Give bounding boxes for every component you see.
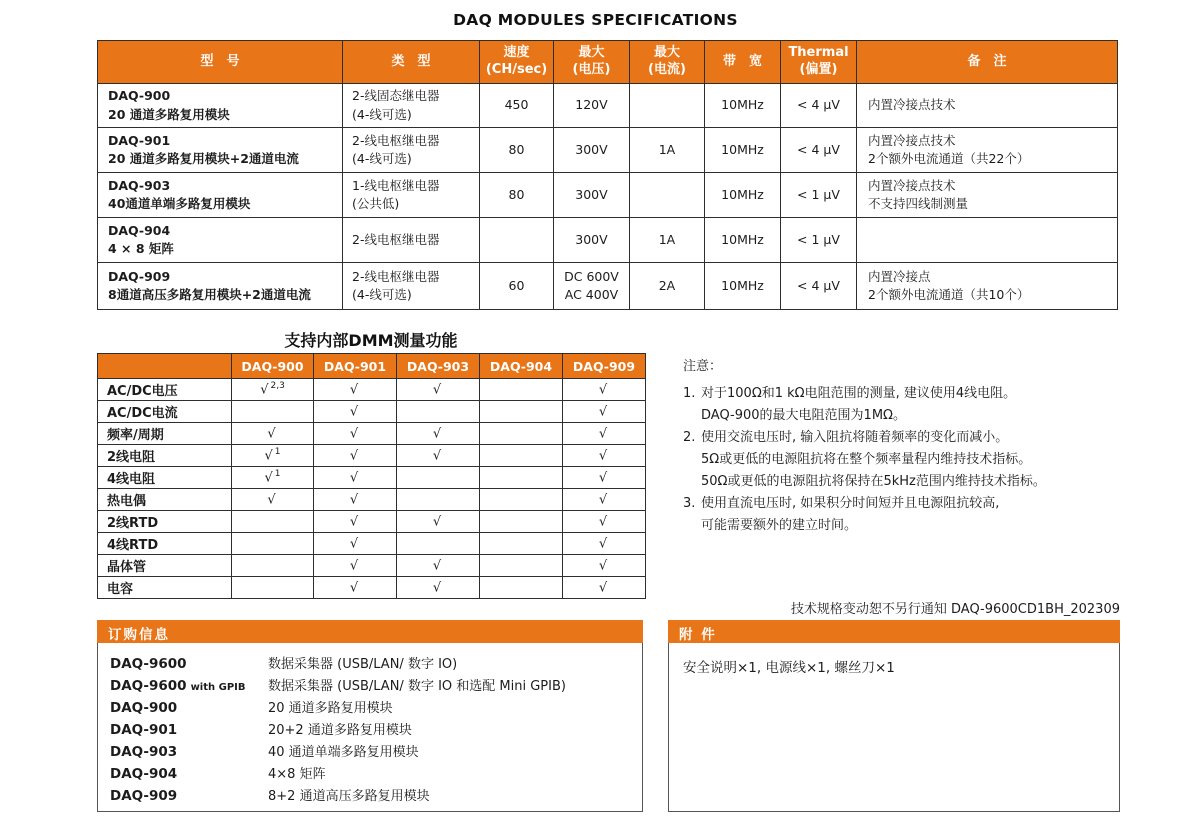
- speed-value: 80: [480, 173, 554, 218]
- order-desc: 数据采集器 (USB/LAN/ 数字 IO 和选配 Mini GPIB): [268, 679, 566, 694]
- check-cell: √: [314, 555, 397, 577]
- check-cell: √: [563, 467, 646, 489]
- check-cell: √: [397, 379, 480, 401]
- revision-note: 技术规格变动恕不另行通知 DAQ-9600CD1BH_202309: [790, 602, 1120, 617]
- check-cell: [480, 555, 563, 577]
- check-cell: [232, 555, 314, 577]
- thermal-value: < 4 μV: [781, 128, 857, 173]
- dmm-row-transistor: 晶体管 √ √ √: [98, 555, 646, 577]
- spec-row-daq904: [98, 218, 1118, 263]
- spec-header-thermal: Thermal (偏置): [781, 41, 857, 84]
- page-title: DAQ MODULES SPECIFICATIONS: [453, 11, 738, 29]
- note-item-2: 2. 使用交流电压时, 输入阻抗将随着频率的变化而减小。 5Ω或更低的电源阻抗将在整个频率量程内维持技术指标。 50Ω或更低的电源阻抗将保持在5kHz范围内维持技术指标。: [683, 430, 1046, 489]
- check-cell: √: [314, 401, 397, 423]
- check-cell: √ $^{2,3}$: [232, 379, 314, 401]
- dmm-row-4wire-resistance: 4线电阻 √ $^1$ √ √: [98, 467, 646, 489]
- spec-header-speed: 速度 (CH/sec): [480, 41, 554, 84]
- dmm-table: [97, 353, 646, 599]
- speed-value: 80: [480, 128, 554, 173]
- order-item: [110, 741, 642, 763]
- relay-type: 2-线电枢继电器: [352, 231, 440, 247]
- dmm-header-blank: [98, 354, 232, 379]
- check-cell: √: [314, 467, 397, 489]
- check-cell: [232, 577, 314, 599]
- remark: 内置冷接点: [868, 268, 931, 284]
- dmm-header-daq909: DAQ-909: [563, 354, 646, 379]
- bandwidth-value: 10MHz: [705, 128, 781, 173]
- spec-row-daq901: DAQ-901 20 通道多路复用模块+2通道电流 2-线电枢继电器 (4-线可选) 80 300V 1A 10MHz < 4 μV 内置冷接点技术 2个额外电流通道（共22个）: [98, 128, 1118, 173]
- order-desc: 20+2 通道多路复用模块: [268, 723, 412, 738]
- check-cell: [480, 445, 563, 467]
- check-cell: [480, 577, 563, 599]
- check-cell: √: [397, 511, 480, 533]
- spec-header-model: 型 号: [98, 41, 343, 84]
- spec-row-daq900: DAQ-900 20 通道多路复用模块 2-线固态继电器 (4-线可选) 450 120V 10MHz < 4 μV 内置冷接点技术: [98, 84, 1118, 128]
- notes-heading: 注意：: [683, 359, 723, 374]
- order-desc: 8+2 通道高压多路复用模块: [268, 789, 430, 804]
- dmm-row-2wire-resistance: 2线电阻 √ $^1$ √ √ √: [98, 445, 646, 467]
- dmm-header-daq904: DAQ-904: [480, 354, 563, 379]
- thermal-value: < 4 μV: [781, 263, 857, 310]
- bandwidth-value: 10MHz: [705, 263, 781, 310]
- order-item: [110, 697, 642, 719]
- order-model: DAQ-909: [110, 788, 178, 804]
- check-cell: √: [563, 489, 646, 511]
- check-cell: [397, 489, 480, 511]
- dmm-header-daq903: DAQ-903: [397, 354, 480, 379]
- voltage-value: 300V: [575, 186, 608, 202]
- check-cell: √: [563, 577, 646, 599]
- speed-value: 60: [480, 263, 554, 310]
- remark: 内置冷接点技术: [868, 132, 956, 148]
- dmm-header-row: [98, 354, 646, 379]
- check-cell: √: [314, 445, 397, 467]
- dmm-row-capacitance: 电容 √ √ √: [98, 577, 646, 599]
- check-cell: √: [563, 401, 646, 423]
- check-cell: √: [563, 533, 646, 555]
- model-name: DAQ-901: [108, 132, 171, 148]
- thermal-value: < 4 μV: [781, 84, 857, 128]
- bandwidth-value: 10MHz: [705, 84, 781, 128]
- check-cell: [480, 467, 563, 489]
- spec-row-daq909: DAQ-909 8通道高压多路复用模块+2通道电流 2-线电枢继电器 (4-线可选) 60 DC 600V AC 400V 2A 10MHz < 4 μV 内置冷接点 2个额外电流通道（共10个）: [98, 263, 1118, 310]
- dmm-table-title: 支持内部DMM测量功能: [284, 331, 458, 350]
- voltage-value: 120V: [575, 97, 608, 113]
- check-cell: √: [314, 511, 397, 533]
- order-desc: 40 通道单端多路复用模块: [268, 745, 419, 760]
- ordering-info-box: [97, 620, 643, 812]
- current-value: 1A: [630, 128, 705, 173]
- model-name: DAQ-909: [108, 268, 171, 284]
- notes-section: [683, 356, 1158, 537]
- order-model: DAQ-9600: [110, 656, 187, 672]
- dmm-header-daq900: DAQ-900: [232, 354, 314, 379]
- spec-table: [97, 40, 1118, 310]
- relay-type: 2-线电枢继电器: [352, 132, 440, 148]
- check-cell: [397, 533, 480, 555]
- check-cell: √ $^1$: [232, 467, 314, 489]
- order-model: DAQ-900: [110, 700, 178, 716]
- dmm-row-acdc-voltage: AC/DC电压 √ $^{2,3}$ √ √ √: [98, 379, 646, 401]
- note-item-1: 1. 对于100Ω和1 kΩ电阻范围的测量, 建议使用4线电阻。 DAQ-900的最大电阻范围为1MΩ。: [683, 386, 1017, 423]
- relay-type: 2-线电枢继电器: [352, 268, 440, 284]
- spec-header-row: [98, 41, 1118, 84]
- order-item: [110, 653, 642, 675]
- check-cell: [397, 467, 480, 489]
- check-cell: √: [314, 423, 397, 445]
- accessories-header: 附 件: [668, 620, 1120, 643]
- current-value: [630, 84, 705, 128]
- order-desc: 4×8 矩阵: [268, 767, 326, 782]
- dmm-row-2wire-rtd: 2线RTD √ √ √: [98, 511, 646, 533]
- spec-header-max-voltage: 最大 (电压): [554, 41, 630, 84]
- check-cell: √: [232, 489, 314, 511]
- check-cell: √: [314, 489, 397, 511]
- check-cell: √ $^1$: [232, 445, 314, 467]
- check-cell: √: [397, 555, 480, 577]
- order-item: [110, 763, 642, 785]
- order-item: DAQ-9600 with GPIB 数据采集器 (USB/LAN/ 数字 IO 和选配 Mini GPIB): [110, 675, 642, 697]
- order-model: DAQ-904: [110, 766, 178, 782]
- order-model: DAQ-903: [110, 744, 178, 760]
- remark: 内置冷接点技术: [868, 177, 956, 193]
- model-desc: 20 通道多路复用模块: [108, 106, 230, 122]
- model-name: DAQ-900: [108, 88, 171, 104]
- accessories-content: 安全说明×1, 电源线×1, 螺丝刀×1: [668, 643, 1120, 812]
- dmm-header-daq901: DAQ-901: [314, 354, 397, 379]
- model-desc: 4 × 8 矩阵: [108, 241, 174, 256]
- check-cell: [232, 533, 314, 555]
- bandwidth-value: 10MHz: [705, 173, 781, 218]
- check-cell: √: [397, 423, 480, 445]
- remark: 内置冷接点技术: [868, 97, 956, 113]
- check-cell: [397, 401, 480, 423]
- dmm-row-acdc-current: AC/DC电流 √ √: [98, 401, 646, 423]
- spec-header-type: 类 型: [343, 41, 480, 84]
- model-name: DAQ-904: [108, 222, 171, 238]
- check-cell: [480, 489, 563, 511]
- check-cell: √: [314, 379, 397, 401]
- check-cell: [232, 511, 314, 533]
- order-item: [110, 719, 642, 741]
- check-cell: √: [563, 555, 646, 577]
- order-desc: 20 通道多路复用模块: [268, 701, 393, 716]
- check-cell: [480, 401, 563, 423]
- voltage-value: 300V: [575, 141, 608, 157]
- check-cell: √: [232, 423, 314, 445]
- current-value: 2A: [630, 263, 705, 310]
- accessories-box: [668, 620, 1120, 812]
- model-desc: 40通道单端多路复用模块: [108, 196, 251, 211]
- current-value: [630, 173, 705, 218]
- note-item-3: 3. 使用直流电压时, 如果积分时间短并且电源阻抗较高, 可能需要额外的建立时间。: [683, 496, 1000, 533]
- speed-value: [480, 218, 554, 263]
- thermal-value: < 1 μV: [781, 173, 857, 218]
- spec-header-remark: 备 注: [857, 41, 1118, 84]
- order-desc: 数据采集器 (USB/LAN/ 数字 IO): [268, 657, 458, 672]
- spec-header-bandwidth: 带 宽: [705, 41, 781, 84]
- check-cell: [232, 401, 314, 423]
- ordering-info-header: 订购信息: [97, 620, 643, 643]
- check-cell: √: [563, 423, 646, 445]
- check-cell: [480, 533, 563, 555]
- check-cell: √: [397, 445, 480, 467]
- order-item: [110, 785, 642, 807]
- spec-row-daq903: DAQ-903 40通道单端多路复用模块 1-线电枢继电器 (公共低) 80 300V 10MHz < 1 μV 内置冷接点技术 不支持四线制测量: [98, 173, 1118, 218]
- bandwidth-value: 10MHz: [705, 218, 781, 263]
- check-cell: √: [563, 511, 646, 533]
- check-cell: √: [563, 445, 646, 467]
- check-cell: [480, 511, 563, 533]
- order-model: DAQ-9600: [110, 678, 187, 694]
- speed-value: 450: [480, 84, 554, 128]
- dmm-row-4wire-rtd: 4线RTD √ √: [98, 533, 646, 555]
- check-cell: [480, 379, 563, 401]
- check-cell: √: [314, 533, 397, 555]
- spec-header-max-current: 最大 (电流): [630, 41, 705, 84]
- check-cell: √: [314, 577, 397, 599]
- dmm-row-thermocouple: 热电偶 √ √ √: [98, 489, 646, 511]
- check-cell: √: [563, 379, 646, 401]
- model-desc: 8通道高压多路复用模块+2通道电流: [108, 287, 311, 302]
- relay-type: 1-线电枢继电器: [352, 177, 440, 193]
- thermal-value: < 1 μV: [781, 218, 857, 263]
- order-model: DAQ-901: [110, 722, 178, 738]
- current-value: 1A: [630, 218, 705, 263]
- check-cell: √: [397, 577, 480, 599]
- relay-type: 2-线固态继电器: [352, 88, 440, 104]
- dmm-row-frequency-period: 频率/周期 √ √ √ √: [98, 423, 646, 445]
- voltage-value: 300V: [575, 231, 608, 247]
- check-cell: [480, 423, 563, 445]
- model-desc: 20 通道多路复用模块+2通道电流: [108, 151, 299, 166]
- voltage-value: DC 600V: [564, 268, 619, 284]
- model-name: DAQ-903: [108, 177, 171, 193]
